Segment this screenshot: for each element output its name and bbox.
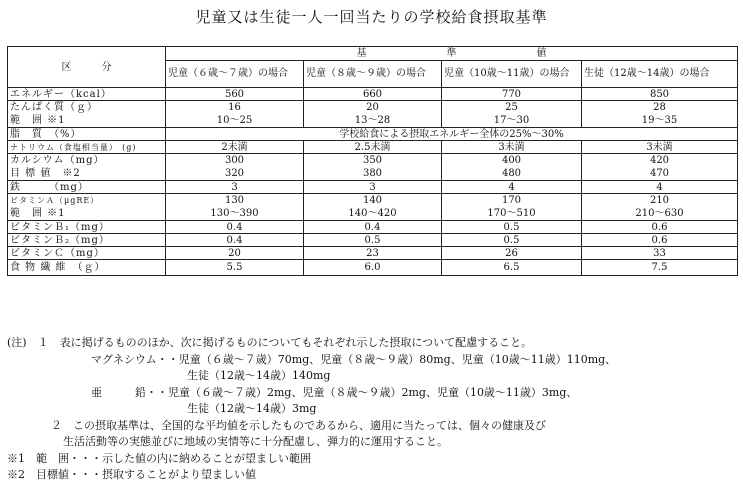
note-2: ２ この摂取基準は、全国的な平均値を示したものであるから、適用に当たっては、個々の健康及び — [51, 418, 546, 432]
intake-standards-table — [7, 46, 738, 276]
iron-value-12-14: 4 — [582, 181, 738, 194]
row-label-calcium: カルシウム（mg） — [10, 155, 105, 166]
energy-value-12-14: 850 — [582, 88, 738, 101]
iron-value-8-9: 3 — [304, 181, 442, 194]
sodium-value-10-11: 3未満 — [442, 141, 582, 154]
row-sublabel-calcium-target: 目 標 値 ※2 — [10, 168, 81, 179]
energy-value-6-7: 560 — [166, 88, 304, 101]
fiber-value-8-9: 6.0 — [304, 260, 442, 276]
vitamin-a-value-8-9: 140 — [362, 195, 383, 206]
table-row-vitamin-c — [8, 247, 738, 260]
fiber-value-12-14: 7.5 — [582, 260, 738, 276]
table-row-vitamin-b1 — [8, 221, 738, 234]
standard-value-header: 基 準 値 — [166, 47, 738, 61]
vitamin-a-value-10-11: 170 — [501, 195, 522, 206]
category-header: 区 分 — [8, 47, 166, 88]
calcium-value-8-9: 350 — [362, 155, 383, 166]
vitamin-b2-value-6-7: 0.4 — [166, 234, 304, 247]
table-row-fat — [8, 128, 738, 141]
protein-range-12-14: 19～35 — [641, 115, 678, 126]
table-row-calcium — [8, 154, 738, 181]
energy-value-10-11: 770 — [442, 88, 582, 101]
table-row-sodium — [8, 141, 738, 154]
vitamin-b1-value-6-7: 0.4 — [166, 221, 304, 234]
note-zinc: 亜 鉛・・児童（６歳～７歳）2mg、児童（８歳～９歳）2mg、児童（10歳～11歳）3mg、 — [91, 385, 578, 399]
protein-value-8-9: 20 — [366, 102, 379, 113]
vitamin-a-range-8-9: 140～420 — [348, 208, 397, 219]
calcium-value-10-11: 400 — [501, 155, 522, 166]
row-label-sodium: ナトリウム — [10, 142, 55, 152]
calcium-target-12-14: 470 — [649, 168, 670, 179]
fat-value: 学校給食による摂取エネルギー全体の25%～30% — [166, 128, 738, 141]
group-header-6-7: 児童（６歳～７歳）の場合 — [166, 61, 304, 88]
vitamin-b1-value-10-11: 0.5 — [442, 221, 582, 234]
table-row-iron — [8, 181, 738, 194]
protein-range-8-9: 13～28 — [354, 115, 391, 126]
protein-value-10-11: 25 — [505, 102, 518, 113]
vitamin-a-value-6-7: 130 — [224, 195, 245, 206]
calcium-target-6-7: 320 — [224, 168, 245, 179]
protein-value-6-7: 16 — [228, 102, 241, 113]
vitamin-c-value-8-9: 23 — [304, 247, 442, 260]
vitamin-c-value-12-14: 33 — [582, 247, 738, 260]
row-label-iron: 鉄 — [10, 181, 21, 193]
row-label-vitamin-b1: ビタミンＢ₁（mg） — [8, 221, 166, 234]
row-label-sodium-note: （食塩相当量） — [54, 142, 118, 152]
note-1: (注) １ 表に掲げるもののほか、次に掲げるものについてもそれぞれ示した摂取について配慮すること。 — [7, 336, 533, 349]
protein-value-12-14: 28 — [653, 102, 666, 113]
row-label-fat: 脂 質 （%） — [8, 128, 166, 141]
table-row-fiber — [8, 260, 738, 276]
note-asterisk-1: ※1 範 囲・・・示した値の内に納めることが望ましい範囲 — [7, 451, 311, 465]
vitamin-b2-value-12-14: 0.6 — [582, 234, 738, 247]
vitamin-b2-value-10-11: 0.5 — [442, 234, 582, 247]
iron-value-10-11: 4 — [442, 181, 582, 194]
energy-value-8-9: 660 — [304, 88, 442, 101]
vitamin-c-value-6-7: 20 — [166, 247, 304, 260]
iron-value-6-7: 3 — [166, 181, 304, 194]
fiber-value-10-11: 6.5 — [442, 260, 582, 276]
calcium-value-12-14: 420 — [649, 155, 670, 166]
note-zinc-cont: 生徒（12歳～14歳）3mg — [187, 402, 317, 415]
row-label-vitamin-b2: ビタミンＢ₂（mg） — [8, 234, 166, 247]
note-asterisk-2: ※2 目標値・・・摂取することがより望ましい値 — [7, 468, 256, 481]
calcium-target-8-9: 380 — [362, 168, 383, 179]
vitamin-c-value-10-11: 26 — [442, 247, 582, 260]
calcium-target-10-11: 480 — [501, 168, 522, 179]
protein-range-10-11: 17～30 — [493, 115, 530, 126]
row-label-iron-unit: （mg） — [54, 181, 89, 193]
row-sublabel-protein-range: 範 囲 ※1 — [10, 115, 66, 126]
sodium-value-8-9: 2.5未満 — [304, 141, 442, 154]
note-magnesium-cont: 生徒（12歳～14歳）140mg — [187, 369, 331, 382]
row-label-protein: たんぱく質（ｇ） — [10, 102, 98, 113]
vitamin-b1-value-8-9: 0.4 — [304, 221, 442, 234]
group-header-12-14: 生徒（12歳～14歳）の場合 — [582, 61, 738, 88]
row-label-vitamin-a: ビタミンＡ（μgRE） — [10, 196, 100, 205]
fiber-value-6-7: 5.5 — [166, 260, 304, 276]
row-sublabel-vitamin-a-range: 範 囲 ※1 — [10, 208, 66, 219]
vitamin-a-range-12-14: 210～630 — [635, 208, 684, 219]
table-row-energy — [8, 88, 738, 101]
table-row-protein — [8, 101, 738, 128]
vitamin-a-value-12-14: 210 — [649, 195, 670, 206]
row-label-energy: エネルギー（kcal） — [8, 88, 166, 101]
vitamin-b2-value-8-9: 0.5 — [304, 234, 442, 247]
vitamin-a-range-10-11: 170～510 — [487, 208, 536, 219]
group-header-8-9: 児童（８歳～９歳）の場合 — [304, 61, 442, 88]
vitamin-b1-value-12-14: 0.6 — [582, 221, 738, 234]
note-magnesium: マグネシウム・・児童（６歳～７歳）70mg、児童（８歳～９歳）80mg、児童（10歳～11歳）110mg、 — [91, 352, 617, 366]
notes-section — [7, 335, 739, 484]
row-label-sodium-unit: (g) — [122, 142, 137, 152]
table-row-vitamin-b2 — [8, 234, 738, 247]
document-title: 児童又は生徒一人一回当たりの学校給食摂取基準 — [195, 8, 548, 26]
table-row-vitamin-a — [8, 194, 738, 221]
row-label-fiber: 食 物 繊 維 （ｇ） — [8, 260, 166, 276]
vitamin-a-range-6-7: 130～390 — [210, 208, 259, 219]
sodium-value-6-7: 2未満 — [166, 141, 304, 154]
protein-range-6-7: 10～25 — [216, 115, 253, 126]
note-2-cont: 生活活動等の実態並びに地域の実情等に十分配慮し、弾力的に運用すること。 — [63, 435, 448, 448]
calcium-value-6-7: 300 — [224, 155, 245, 166]
group-header-10-11: 児童（10歳～11歳）の場合 — [442, 61, 582, 88]
sodium-value-12-14: 3未満 — [582, 141, 738, 154]
row-label-vitamin-c: ビタミンＣ（mg） — [8, 247, 166, 260]
